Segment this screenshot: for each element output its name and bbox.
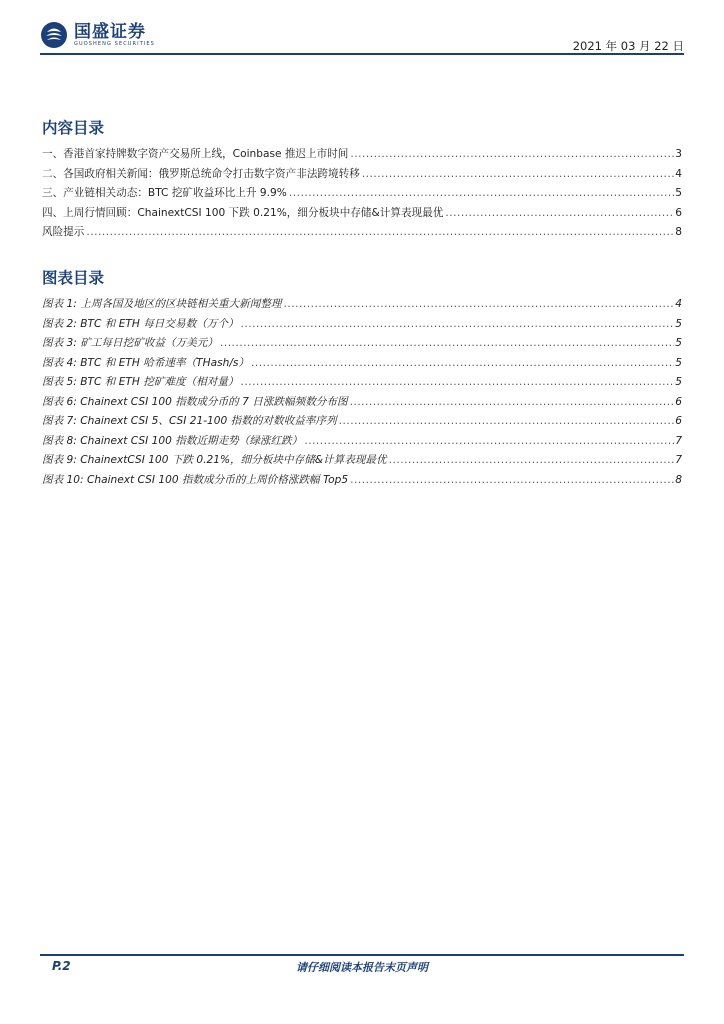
company-logo	[40, 20, 155, 50]
toc-item-text: 二、各国政府相关新闻：俄罗斯总统命令打击数字资产非法跨境转移	[42, 167, 360, 180]
toc-item-page: 8	[675, 226, 682, 238]
page-number: P.2	[52, 959, 71, 973]
toc-item[interactable]	[42, 146, 682, 166]
figure-item-page: 7	[675, 454, 682, 466]
toc-item-page: 4	[675, 167, 682, 180]
figure-item-text: 图表 10: Chainext CSI 100 指数成分币的上周价格涨跌幅 Top5	[42, 473, 349, 486]
toc-item[interactable]	[42, 166, 682, 186]
figure-item-page: 5	[675, 376, 682, 388]
leader-dots	[350, 474, 674, 486]
leader-dots	[284, 298, 675, 310]
figure-item-text: 图表 5: BTC 和 ETH 挖矿难度（相对量）	[42, 376, 239, 388]
leader-dots	[362, 168, 674, 180]
leader-dots	[304, 435, 674, 447]
figure-item-text: 图表 6: Chainext CSI 100 指数成分币的 7 日涨跌幅频数分布图	[42, 395, 348, 408]
leader-dots	[350, 148, 674, 160]
figures-list	[42, 296, 682, 491]
figure-item-page: 6	[675, 415, 682, 427]
figure-item-page: 7	[675, 434, 682, 447]
figure-item-page: 5	[675, 337, 682, 349]
figure-item-page: 5	[675, 356, 682, 369]
figure-item-text: 图表 7: Chainext CSI 5、CSI 21-100 指数的对数收益率序列	[42, 415, 337, 427]
leader-dots	[445, 207, 674, 219]
contents-title: 内容目录	[42, 119, 105, 137]
footer-divider	[40, 954, 684, 956]
toc-item[interactable]	[42, 205, 682, 225]
leader-dots	[241, 376, 675, 388]
toc-item-text: 三、产业链相关动态：BTC 挖矿收益环比上升 9.9%	[42, 187, 287, 199]
logo-chinese-name: 国盛证券	[74, 21, 146, 42]
figure-item-text: 图表 3: 矿工每日挖矿收益（万美元）	[42, 337, 218, 349]
figure-item[interactable]	[42, 296, 682, 316]
footer-disclaimer: 请仔细阅读本报告末页声明	[296, 961, 428, 974]
leader-dots	[289, 187, 674, 199]
leader-dots	[339, 415, 675, 427]
figure-item[interactable]	[42, 316, 682, 336]
figure-item-page: 6	[675, 395, 682, 408]
leader-dots	[86, 226, 674, 238]
figure-item-text: 图表 9: ChainextCSI 100 下跌 0.21%，细分板块中存储&计算表现最优	[42, 454, 387, 466]
toc-item-page: 3	[675, 148, 682, 160]
header-divider	[40, 53, 684, 55]
leader-dots	[220, 337, 674, 349]
toc-item-text: 四、上周行情回顾：ChainextCSI 100 下跌 0.21%，细分板块中存储&计算表现最优	[42, 206, 444, 219]
guosheng-logo-icon	[40, 21, 68, 49]
leader-dots	[350, 396, 675, 408]
figures-title: 图表目录	[42, 269, 105, 287]
figure-item[interactable]	[42, 472, 682, 492]
figure-item-page: 5	[675, 317, 682, 330]
figure-item-text: 图表 8: Chainext CSI 100 指数近期走势（绿涨红跌）	[42, 434, 303, 447]
toc-item-text: 风险提示	[42, 226, 85, 238]
figure-item[interactable]	[42, 355, 682, 375]
figure-item-text: 图表 4: BTC 和 ETH 哈希速率（THash/s）	[42, 356, 250, 369]
figure-item-page: 8	[675, 473, 682, 486]
page-header	[40, 16, 684, 56]
figure-item-page: 4	[675, 298, 682, 310]
figure-item-text: 图表 1: 上周各国及地区的区块链相关重大新闻整理	[42, 298, 282, 310]
toc-item[interactable]	[42, 185, 682, 205]
figure-item[interactable]	[42, 413, 682, 433]
leader-dots	[389, 454, 675, 466]
figure-item[interactable]	[42, 335, 682, 355]
figure-item[interactable]	[42, 433, 682, 453]
toc-item[interactable]	[42, 224, 682, 244]
toc-item-page: 6	[675, 206, 682, 219]
toc-item-page: 5	[675, 187, 682, 199]
figure-item[interactable]	[42, 374, 682, 394]
figure-item-text: 图表 2: BTC 和 ETH 每日交易数（万个）	[42, 317, 239, 330]
logo-english-name: GUOSHENG SECURITIES	[74, 40, 155, 47]
figure-item[interactable]	[42, 452, 682, 472]
leader-dots	[241, 318, 675, 330]
leader-dots	[251, 357, 674, 369]
report-date: 2021 年 03 月 22 日	[572, 39, 684, 53]
toc-item-text: 一、香港首家持牌数字资产交易所上线，Coinbase 推迟上市时间	[42, 148, 349, 160]
figure-item[interactable]	[42, 394, 682, 414]
contents-list	[42, 146, 682, 244]
